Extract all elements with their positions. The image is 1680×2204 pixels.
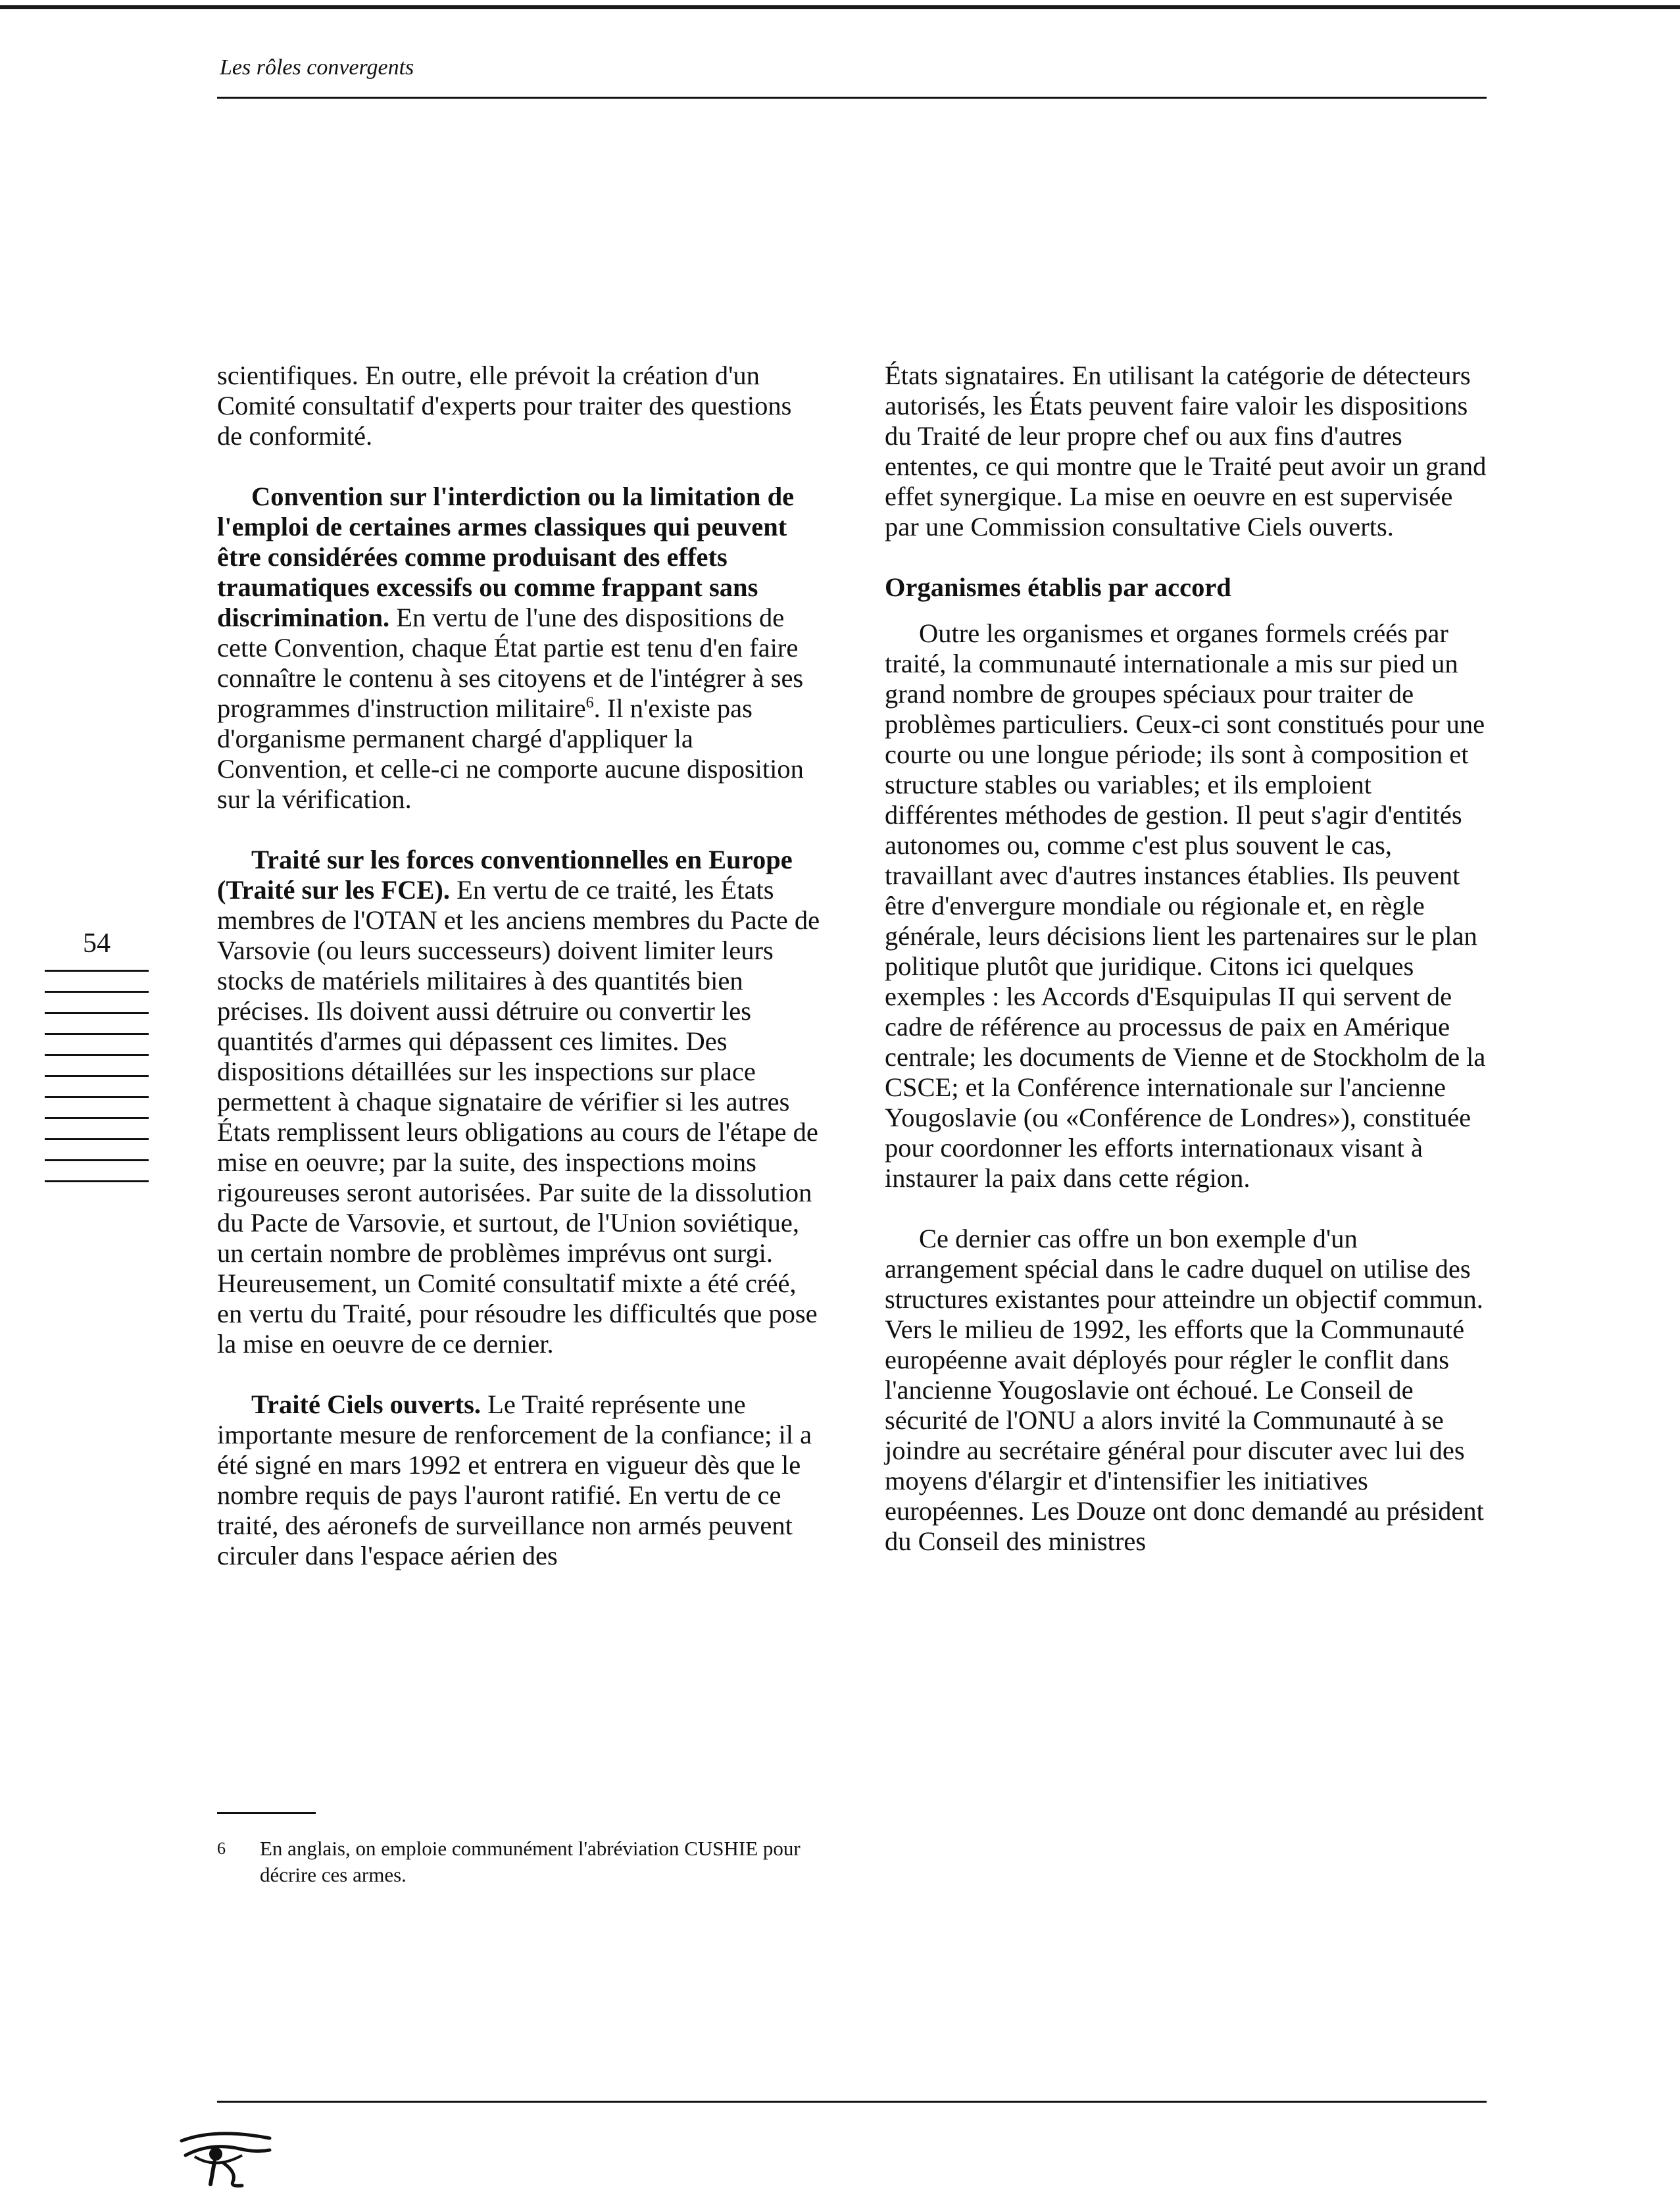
margin-rule xyxy=(45,1159,149,1161)
margin-rule xyxy=(45,991,149,993)
footer-rule xyxy=(217,2101,1487,2103)
scan-top-border xyxy=(0,5,1680,9)
left-column xyxy=(217,361,822,1601)
right-column xyxy=(885,361,1487,1587)
margin-rule xyxy=(45,1054,149,1056)
margin-rule xyxy=(45,1033,149,1035)
margin-rules xyxy=(45,970,149,1201)
left-paragraph-fce xyxy=(217,845,822,1359)
header-rule xyxy=(217,97,1487,99)
right-paragraph-3: Ce dernier cas offre un bon exemple d'un arrangement spécial dans le cadre duquel on utilise des structures existantes pour atteindre un objectif commun. Vers le milieu de 1992, les efforts que la Communauté européenne avait déployés pour régler le conflit dans l'ancienne Yougoslavie ont échoué. Le Conseil de sécurité de l'ONU a alors invité la Communauté à se joindre au secrétaire général pour discuter avec lui des moyens d'élargir et d'intensifier les initiatives européennes. Les Douze ont donc demandé au président du Conseil des ministres xyxy=(885,1224,1484,1556)
margin-rule xyxy=(45,1138,149,1140)
left-paragraph-1: scientifiques. En outre, elle prévoit la création d'un Comité consultatif d'experts pour traiter des questions de conformité. xyxy=(217,361,792,451)
ciels-ouverts-title: Traité Ciels ouverts. xyxy=(251,1390,482,1419)
fce-text: En vertu de ce traité, les États membres de l'OTAN et les anciens membres du Pacte de Varsovie (ou leurs successeurs) doivent limiter leurs stocks de matériels militaires à des quantités bien précises. Ils doivent aussi détruire ou convertir les quantités d'armes qui dépassent ces limites. Des dispositions détaillées sur les inspections sur place permettent à chaque signataire de vérifier si les autres États remplissent leurs obligations au cours de l'étape de mise en oeuvre; par la suite, des inspections moins rigoureuses seront autorisées. Par suite de la dissolution du Pacte de Varsovie, et surtout, de l'Union soviétique, un certain nombre de problèmes imprévus ont surgi. Heureusement, un Comité consultatif mixte a été créé, en vertu du Traité, pour résoudre les difficultés que pose la mise en oeuvre de ce dernier. xyxy=(217,875,820,1359)
left-paragraph-ciels-ouverts xyxy=(217,1390,822,1571)
margin-rule xyxy=(45,1012,149,1014)
footnote-number: 6 xyxy=(217,1839,226,1858)
margin-rule xyxy=(45,970,149,972)
convention-text-b: . Il n'existe pas d'organisme permanent chargé d'appliquer la Convention, et celle-ci ne comporte aucune disposition sur la vérification. xyxy=(217,693,804,814)
convention-text-a: En vertu de l'une des dispositions de cette Convention, chaque État partie est tenu d'en faire connaître le contenu à ses citoyens et de l'intégrer à ses programmes d'instruction militaire xyxy=(217,603,804,723)
footnote-reference[interactable]: 6 xyxy=(585,694,594,712)
eye-of-horus-icon xyxy=(176,2124,275,2190)
left-paragraph-convention xyxy=(217,482,822,814)
margin-rule xyxy=(45,1117,149,1119)
running-head: Les rôles convergents xyxy=(220,55,414,80)
margin-rule xyxy=(45,1075,149,1077)
footnote-text: En anglais, on emploie communément l'abréviation CUSHIE pour décrire ces armes. xyxy=(260,1837,801,1886)
footnote-rule xyxy=(217,1812,316,1814)
page-number: 54 xyxy=(83,928,111,959)
right-paragraph-2: Outre les organismes et organes formels créés par traité, la communauté internationale a mis sur pied un grand nombre de groupes spéciaux pour traiter de problèmes particuliers. Ceux-ci sont constitués pour une courte ou une longue période; ils sont à composition et structure stables ou variables; et ils emploient différentes méthodes de gestion. Il peut s'agir d'entités autonomes ou, comme c'est plus souvent le cas, travaillant avec d'autres instances établies. Ils peuvent être d'envergure mondiale ou régionale et, en règle générale, leurs décisions lient les partenaires sur le plan politique plutôt que juridique. Citons ici quelques exemples : les Accords d'Esquipulas II qui servent de cadre de référence au processus de paix en Amérique centrale; les documents de Vienne et de Stockholm de la CSCE; et la Conférence internationale sur l'ancienne Yougoslavie (ou «Conférence de Londres»), constituée pour coordonner les efforts internationaux visant à instaurer la paix dans cette région. xyxy=(885,618,1486,1193)
fce-title: Traité sur les forces conventionnelles en Europe (Traité sur les FCE). xyxy=(217,845,793,905)
margin-rule xyxy=(45,1096,149,1098)
ciels-ouverts-text: Le Traité représente une importante mesure de renforcement de la confiance; il a été signé en mars 1992 et entrera en vigueur dès que le nombre requis de pays l'auront ratifié. En vertu de ce traité, des aéronefs de surveillance non armés peuvent circuler dans l'espace aérien des xyxy=(217,1390,812,1570)
footnote xyxy=(217,1836,809,1888)
right-paragraph-1: États signataires. En utilisant la catégorie de détecteurs autorisés, les États peuvent faire valoir les dispositions du Traité de leur propre chef ou aux fins d'autres ententes, ce qui montre que le Traité peut avoir un grand effet synergique. La mise en oeuvre en est supervisée par une Commission consultative Ciels ouverts. xyxy=(885,361,1487,541)
section-heading: Organismes établis par accord xyxy=(885,572,1231,602)
convention-title: Convention sur l'interdiction ou la limitation de l'emploi de certaines armes classiques qui peuvent être considérées comme produisant des effets traumatiques excessifs ou comme frappant sans discrimination. xyxy=(217,482,795,632)
margin-rule xyxy=(45,1180,149,1182)
